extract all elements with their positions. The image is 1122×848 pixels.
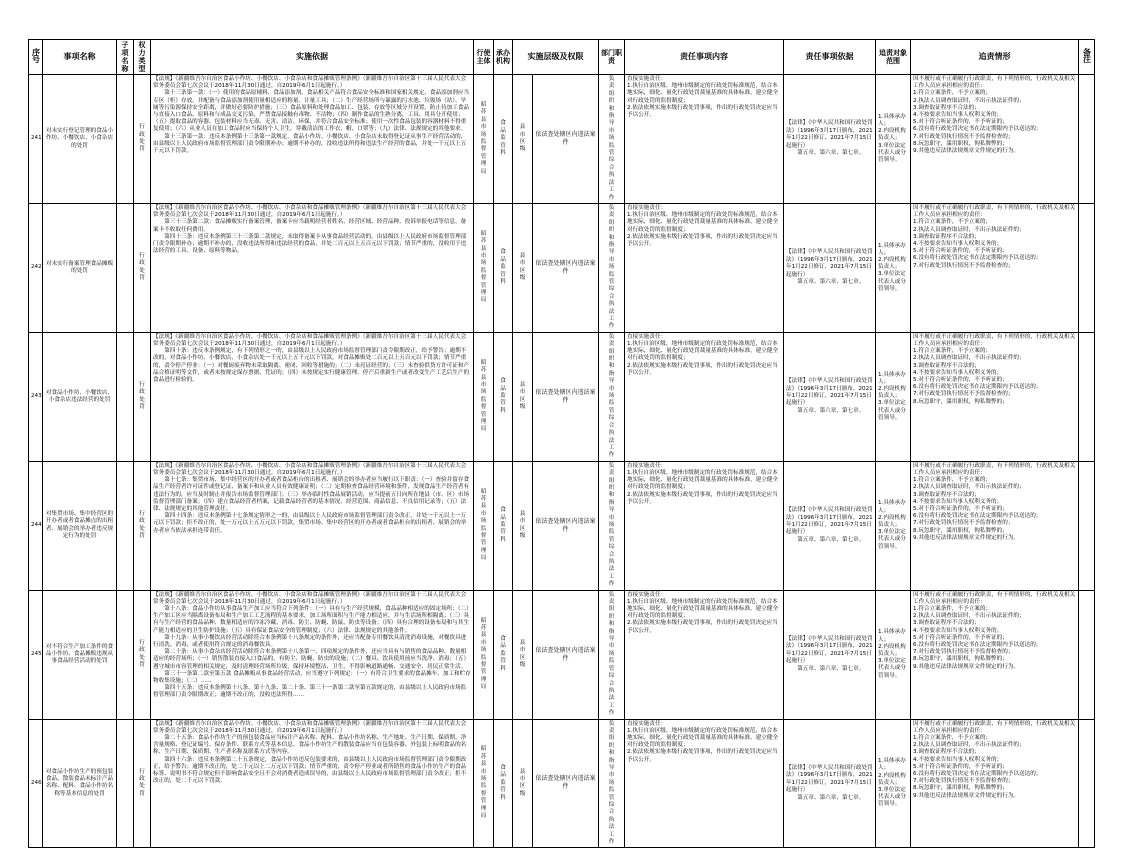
cell-type: 行政处罚 (134, 75, 151, 204)
table-row (29, 590, 1095, 719)
cell-basis: 【法规】《新疆维吾尔自治区食品小作坊、小餐饮店、小食杂店和食品摊贩管理条例》（新疆维吾尔自治区第十三届人民代表大会常务委员会第七次会议于2018年11月30日通过，自2019年6月1日起施行。） 第十八条：食品小作坊从事食品生产加工应当符合下列条件：（一）具有与生产经营规模、食品品种相适应的固定场所；（二）生产加工区应当隔离设备布局和生产加工工艺流程的基本要求，加工场所面积与生产能力相适应，并与生活场所相隔离；（三）具有与生产经营的食品品种、数量相适应的冷冻冷藏、消毒、防尘、防蝇、防鼠、防虫等设备；（四）具有合理的设备布局和与其生产能力相适应的卫生防护设施；（五）具有保证食品安全的管理制度；（六）法律、法规规定的其他条件。 第十九条：从事小餐饮店经营活动除符合本条例第十八条规定的条件外，还应当配备专用餐饮具清洗消毒设施，对餐饮具进行清洗、消毒，或者使用符合规定的消毒餐饮具。 第二十条：从事小食杂店经营活动除符合本条例第十八条第一、四项规定的条件外，还应当具有与销售的食品品种、数量相适应的经营场所；（一）销售散装直接入口食品的，有防尘、防蝇、防虫的设施；（二）餐具、饮具使用前应当洗净、消毒；（五）遵守城市市容管理的相关规定，及时清理经营场所垃圾，保持环境整洁、卫生，不得影响道路通畅、交通安全、居民正常生活。 第三十一条第二款至第五款 食品摊贩从事食品经营活动，应当遵守下列规定：（一）有符合卫生要求的食品摊车、加工和贮存物收集设施；（二）…… 第四十五条：违反本条例第十八条、第十九条、第二十条、第三十一条第二款至第五款规定的，由县级以上人民政府市场监督管理部门责令限期改正；逾期不改正的，没收违法所得…… (151, 590, 474, 719)
cell-org: 食品监管科 (494, 461, 513, 590)
cell-item-name: 对集贸市场、集中经营区的开办者或者食品摊点的出租者、展销会的举办者违反规定行为的处罚 (43, 461, 117, 590)
cell-dept: 负责组织和指导市场监管综合执法工作 (599, 203, 625, 332)
cell-dept: 负责组织和指导市场监管综合执法工作 (599, 75, 625, 204)
header-level: 实施层级及权限 (513, 40, 599, 75)
cell-duty-basis: 【法律】《中华人民共和国行政处罚法》（1996年3月17日颁布，2021年1月22日修订，2021年7月15日起施行） 第五章、第六章、第七章。 (784, 461, 876, 590)
cell-scope: 1.具体承办人； 2.内设机构负责人； 3.单位法定代表人或分管领导。 (876, 590, 911, 719)
cell-dept: 负责组织和指导市场监管综合执法工作 (599, 332, 625, 461)
cell-level-authority: 依法查处辖区内违法案件 (533, 75, 599, 204)
header-type: 权力类型 (134, 40, 151, 75)
cell-scope: 1.具体承办人； 2.内设机构负责人； 3.单位法定代表人或分管领导。 (876, 75, 911, 204)
cell-subject: 昭苏县市场监督管理局 (474, 332, 494, 461)
cell-basis: 【法规】《新疆维吾尔自治区食品小作坊、小餐饮店、小食杂店和食品摊贩管理条例》（新疆维吾尔自治区第十三届人民代表大会常务委员会第七次会议于2018年11月30日通过，自2019年6月1日起施行。） 第十三条第一款：（一）使用的食品原辅料、食品添加剂、食品相关产品符合食品安全标准和国家相关规定，食品添加剂应当专区（柜）存放，并配备与食品添加剂使用量相适应的称量、计量工具；（二）生产经营场所与暴露的污水池、垃圾场（站）、旱厕等污染源保持安全距离，并做好必要防护措施；（三）食品原料和处理食品加工、包装、存放等区域分开设置，防止待加工食品与直接入口食品、原料和与成品交叉污染，严禁食品接触有毒物、不洁物；（四）制作食品的生熟分离，工具、用具分开使用；（五）提取食品的容器、包装材料应当无毒、无害、清洁、环保，并符合食品安全标准；使用一次性食品包装的容器材料不得重复使用；（六）从业人员在加工食品时应当保持个人卫生，穿戴清洁的工作衣、帽、口罩等；（九）法律、法规规定的其他要求。 第十三条第一款：违反本条例第十三条第一款规定，食品小作坊、小餐饮店、小食杂店未取得登记证从事生产经营活动的，由县级以上人民政府市场监督管理部门责令限期补办；逾期不补办的，没收违法所得和违法生产经营的食品，并处一千元以上五千元以下罚款。 (151, 75, 474, 204)
cell-duty-basis: 【法律】《中华人民共和国行政处罚法》（1996年3月17日颁布，2021年1月22日修订，2021年7月15日起施行） 第五章、第六章、第七章。 (784, 332, 876, 461)
cell-duty-basis: 【法律】《中华人民共和国行政处罚法》（1996年3月17日颁布，2021年1月22日修订，2021年7月15日起施行） 第五章、第六章、第七章。 (784, 203, 876, 332)
cell-content: 直接实施责任： 1.执行自治区级、地州市级制定的行政处罚标准规范，结合本地实际，细化、量化行政处罚裁量基准的具体标准，建立健全对行政处罚的监督制度； 2.依法依规实施本级行政处罚事项，作出的行政处罚决定应当予以公开。 (625, 203, 784, 332)
power-list-table (28, 39, 1095, 848)
table-row (29, 203, 1095, 332)
table-row (29, 332, 1095, 461)
cell-situation: 因不履行或不正确履行行政职责，有下列情形的，行政机关及相关工作人员应承担相应的责任： 1.符合立案条件，不予立案的； 2.执法人员调查取证时，不出示执法证件的； 3.调查取证程序不合法的； 4.不按要求告知当事人权利义务的； 5.对于符合听证条件的，不予听证的； 6.没有将行政处罚决定书在法定期限内予以送达的； 7.对行政处罚执行情况不予监督检查的； 8.玩忽职守，滥用职权，徇私舞弊的； 9.其他违反法律法规规章文件规定的行为。 (911, 590, 1079, 719)
cell-remark (1079, 461, 1095, 590)
cell-basis: 【法规】《新疆维吾尔自治区食品小作坊、小餐饮店、小食杂店和食品摊贩管理条例》（新疆维吾尔自治区第十三届人民代表大会常务委员会第七次会议于2018年11月30日通过，自2019年6月1日起施行。） 第四十条：违反本条例规定，有下列情形之一的，由县级以上人民政府市场监督管理部门责令限期改正，给予警告；逾期不改的，对食品小作坊、小餐饮店、小食杂店处一千元以上五千元以下罚款，对食品摊贩处二百元以上五百元以下罚款；情节严重的，责令停产停业：（一）对餐厨废弃物未采取隔离、密闭、回收等措施的；（二）未亮证经营的；（三）未查验供货方许可证和产品合格证明等文件，或者未按规定保存票据、凭证的；（四）未按规定实行健康管理、停产后重新生产或者改变生产工艺后生产的食品进行检验的。 (151, 332, 474, 461)
cell-dept: 负责组织和指导市场监管综合执法工作 (599, 719, 625, 848)
cell-scope: 1.具体承办人； 2.内设机构负责人； 3.单位法定代表人或分管领导。 (876, 332, 911, 461)
cell-sub (117, 719, 134, 848)
cell-type: 行政处罚 (134, 719, 151, 848)
table-row (29, 719, 1095, 848)
header-content: 责任事项内容 (625, 40, 784, 75)
cell-subject: 昭苏县市场监督管理局 (474, 590, 494, 719)
cell-item-name: 对未实行登记管理的食品小作坊、小餐饮店、小食杂店的处罚 (43, 75, 117, 204)
cell-scope: 1.具体承办人； 2.内设机构负责人； 3.单位法定代表人或分管领导。 (876, 719, 911, 848)
cell-level-authority: 依法查处辖区内违法案件 (533, 590, 599, 719)
header-remark: 备注 (1079, 40, 1095, 75)
cell-item-name: 对食品小作坊生产的预包装食品、散装食品未标注产品名称、配料、食品小作坊名称等基本信息的处罚 (43, 719, 117, 848)
cell-dept: 负责组织和指导市场监管综合执法工作 (599, 590, 625, 719)
cell-type: 行政处罚 (134, 203, 151, 332)
cell-duty-basis: 【法律】《中华人民共和国行政处罚法》（1996年3月17日颁布，2021年1月22日修订，2021年7月15日起施行） 第五章、第六章、第七章。 (784, 75, 876, 204)
cell-org: 食品监管科 (494, 75, 513, 204)
table-row (29, 75, 1095, 204)
cell-dept: 负责组织和指导市场监管综合执法工作 (599, 461, 625, 590)
cell-item-name: 对食品小作坊、小餐饮店、小食杂店违法经营的处罚 (43, 332, 117, 461)
header-seq: 序号 (29, 40, 43, 75)
header-duty-basis: 责任事项依据 (784, 40, 876, 75)
cell-seq: 242 (29, 203, 43, 332)
cell-content: 直接实施责任： 1.执行自治区级、地州市级制定的行政处罚标准规范，结合本地实际，细化、量化行政处罚裁量基准的具体标准，建立健全对行政处罚的监督制度； 2.依法依规实施本级行政处罚事项，作出的行政处罚决定应当予以公开。 (625, 332, 784, 461)
cell-seq: 243 (29, 332, 43, 461)
cell-situation: 因不履行或不正确履行行政职责，有下列情形的，行政机关及相关工作人员应承担相应的责任： 1.符合立案条件，不予立案的； 2.执法人员调查取证时，不出示执法证件的； 3.调查取证程序不合法的； 4.不按要求告知当事人权利义务的； 5.对于符合听证条件的，不予听证的； 6.没有将行政处罚决定书在法定期限内予以送达的； 7.对行政处罚执行情况不予监督检查的； 8.玩忽职守，滥用职权，徇私舞弊的； 9.其他违反法律法规规章文件规定的行为。 (911, 461, 1079, 590)
header-basis: 实施依据 (151, 40, 474, 75)
header-situation: 追责情形 (911, 40, 1079, 75)
cell-remark (1079, 332, 1095, 461)
header-name: 事项名称 (43, 40, 117, 75)
cell-sub (117, 203, 134, 332)
cell-situation: 因不履行或不正确履行行政职责，有下列情形的，行政机关及相关工作人员应承担相应的责任： 1.符合立案条件，不予立案的； 2.执法人员调查取证时，不出示执法证件的； 3.调查取证程序不合法的； 4.不按要求告知当事人权利义务的； 5.对于符合听证条件的，不予听证的； 6.没有将行政处罚决定书在法定期限内予以送达的； 7.对行政处罚执行情况不予监督检查的； 8.玩忽职守，滥用职权，徇私舞弊的； (911, 332, 1079, 461)
cell-subject: 昭苏县市场监督管理局 (474, 75, 494, 204)
cell-sub (117, 590, 134, 719)
cell-basis: 【法规】《新疆维吾尔自治区食品小作坊、小餐饮店、小食杂店和食品摊贩管理条例》（新疆维吾尔自治区第十三届人民代表大会常务委员会第七次会议于2018年11月30日通过，自2019年6月1日起施行。） 第三十三条第二款：食品摊贩实行备案管理，备案卡应当载明经营者姓名、经营区域、经营品种、投诉举报电话等信息。备案卡不收取任何费用。 第四十三条：违反本条例第三十三条第二款规定，未取得备案卡从事食品经营活动的，由县级以上人民政府市场监督管理部门责令限期补办；逾期不补办的，没收违法所得和违法经营的食品，并处二百元以上五百元以下罚款；情节严重的，没收用于违法经营的工具、设备、原料等物品。 (151, 203, 474, 332)
cell-level-authority: 依法查处辖区内违法案件 (533, 719, 599, 848)
cell-remark (1079, 719, 1095, 848)
cell-type: 行政处罚 (134, 332, 151, 461)
cell-sub (117, 461, 134, 590)
cell-subject: 昭苏县市场监督管理局 (474, 203, 494, 332)
cell-level-tier: 县市区级 (513, 203, 533, 332)
header-subject: 行使主体 (474, 40, 494, 75)
cell-seq: 246 (29, 719, 43, 848)
cell-item-name: 对未实行备案管理食品摊贩的处罚 (43, 203, 117, 332)
cell-sub (117, 332, 134, 461)
cell-remark (1079, 590, 1095, 719)
cell-seq: 241 (29, 75, 43, 204)
cell-level-authority: 依法查处辖区内违法案件 (533, 332, 599, 461)
cell-org: 食品监管科 (494, 203, 513, 332)
cell-org: 食品监管科 (494, 332, 513, 461)
cell-situation: 因不履行或不正确履行行政职责，有下列情形的，行政机关及相关工作人员应承担相应的责任： 1.符合立案条件，不予立案的； 2.执法人员调查取证时，不出示执法证件的； 3.调查取证程序不合法的； 4.不按要求告知当事人权利义务的； 5.对于符合听证条件的，不予听证的； 6.没有将行政处罚决定书在法定期限内予以送达的； 7.对行政处罚执行情况不予监督检查的； 8.玩忽职守，滥用职权，徇私舞弊的； 9.其他违反法律法规规章文件规定的行为。 (911, 75, 1079, 204)
cell-subject: 昭苏县市场监督管理局 (474, 461, 494, 590)
cell-level-tier: 县市区级 (513, 75, 533, 204)
cell-remark (1079, 75, 1095, 204)
cell-level-tier: 县市区级 (513, 590, 533, 719)
cell-duty-basis: 【法律】《中华人民共和国行政处罚法》（1996年3月17日颁布，2021年1月22日修订，2021年7月15日起施行） 第五章、第六章、第七章。 (784, 719, 876, 848)
cell-duty-basis: 【法律】《中华人民共和国行政处罚法》（1996年3月17日颁布，2021年1月22日修订，2021年7月15日起施行） 第五章、第六章、第七章。 (784, 590, 876, 719)
header-row (29, 40, 1095, 75)
cell-level-authority: 依法查处辖区内违法案件 (533, 203, 599, 332)
header-sub: 子项名称 (117, 40, 134, 75)
cell-level-tier: 县市区级 (513, 461, 533, 590)
cell-content: 直接实施责任： 1.执行自治区级、地州市级制定的行政处罚标准规范，结合本地实际，细化、量化行政处罚裁量基准的具体标准，建立健全对行政处罚的监督制度； 2.依法依规实施本级行政处罚事项，作出的行政处罚决定应当予以公开。 (625, 461, 784, 590)
cell-seq: 245 (29, 590, 43, 719)
cell-subject: 昭苏县市场监督管理局 (474, 719, 494, 848)
cell-level-tier: 县市区级 (513, 719, 533, 848)
cell-level-authority: 依法查处辖区内违法案件 (533, 461, 599, 590)
cell-situation: 因不履行或不正确履行行政职责，有下列情形的，行政机关及相关工作人员应承担相应的责任： 1.符合立案条件，不予立案的； 2.执法人员调查取证时，不出示执法证件的； 3.调查取证程序不合法的； 4.不按要求告知当事人权利义务的； 5.对于符合听证条件的，不予听证的； 6.没有将行政处罚决定书在法定期限内予以送达的； 7.对行政处罚执行情况不予监督检查的； 8.玩忽职守，滥用职权，徇私舞弊的； 9.其他违反法律法规规章文件规定的行为。 (911, 719, 1079, 848)
cell-org: 食品监管科 (494, 719, 513, 848)
table-row (29, 461, 1095, 590)
cell-basis: 【法规】《新疆维吾尔自治区食品小作坊、小餐饮店、小食杂店和食品摊贩管理条例》（新疆维吾尔自治区第十三届人民代表大会常务委员会第七次会议于2018年11月30日通过，自2019年6月1日起施行。） 第二十五条：食品小作坊生产的预包装食品应当标注产品名称、配料、食品小作坊名称、生产地址、生产日期、保质期、净含量规格、登记证编号、保存条件、联系方式等基本信息。食品小作坊生产的散装食品应当在包装容器、外包装上标明食品的名称、生产日期、保质期、生产者名称及联系方式等内容。 第四十六条：违反本条例第二十五条规定，食品小作坊违反包装要求的，由县级以上人民政府市场监督管理部门责令限期改正，给予警告；逾期不改正的，处二千元以上二万元以下罚款；情节严重的，责令停产停业或者所销售的食品小作坊生产的食品标签、说明书不符合规定但不影响食品安全且不会对消费者造成误导的，由县级以上人民政府市场监督管理部门责令改正；拒不改正的，处二千元以下罚款。 (151, 719, 474, 848)
cell-scope: 1.具体承办人； 2.内设机构负责人； 3.单位法定代表人或分管领导。 (876, 203, 911, 332)
cell-scope: 1.具体承办人； 2.内设机构负责人； 3.单位法定代表人或分管领导。 (876, 461, 911, 590)
header-org: 承办机构 (494, 40, 513, 75)
cell-type: 行政处罚 (134, 461, 151, 590)
cell-level-tier: 县市区级 (513, 332, 533, 461)
cell-sub (117, 75, 134, 204)
cell-seq: 244 (29, 461, 43, 590)
cell-org: 食品监管科 (494, 590, 513, 719)
cell-content: 直接实施责任： 1.执行自治区级、地州市级制定的行政处罚标准规范，结合本地实际，细化、量化行政处罚裁量基准的具体标准，建立健全对行政处罚的监督制度； 2.依法依规实施本级行政处罚事项，作出的行政处罚决定应当予以公开。 (625, 719, 784, 848)
cell-type: 行政处罚 (134, 590, 151, 719)
cell-basis: 【法规】《新疆维吾尔自治区食品小作坊、小餐饮店、小食杂店和食品摊贩管理条例》（新疆维吾尔自治区第十三届人民代表大会常务委员会第七次会议于2018年11月30日通过，自2019年6月1日起施行。） 第十七条：集贸市场、集中经营区的开办者或者食品柜台的出租者、展销会的举办者应当履行以下职责：（一）查验并留存食品生产经营者许可证件或登记证、备案卡和从业人员有效健康证明；（二）定期检查食品经营环境和条件，发现食品生产经营者有违法行为的，应当及时制止并报告市场监督管理部门；（三）举办临时性食品展销活动，应当提前五日向所在地县（市、区）市场监督管理部门备案；（四）建立食品经营者档案，记载食品经营者的基本情况、经营范围、商品信息、不良信用记录等；（五）法律、法规规定的其他管理责任。 第四十四条：违反本条例第十七条规定情形之一的，由县级以上人民政府市场监督管理部门责令改正，并处一千元以上一万元以下罚款；拒不改正的，处一万元以上五万元以下罚款，集贸市场、集中经营区的开办者或者食品柜台的出租者、展销会的举办者应当依法承担连带责任。 (151, 461, 474, 590)
cell-content: 直接实施责任： 1.执行自治区级、地州市级制定的行政处罚标准规范，结合本地实际，细化、量化行政处罚裁量基准的具体标准，建立健全对行政处罚的监督制度； 2.依法依规实施本级行政处罚事项，作出的行政处罚决定应当予以公开。 (625, 75, 784, 204)
header-scope: 追责对象范围 (876, 40, 911, 75)
cell-remark (1079, 203, 1095, 332)
cell-content: 直接实施责任： 1.执行自治区级、地州市级制定的行政处罚标准规范，结合本地实际，细化、量化行政处罚裁量基准的具体标准，建立健全对行政处罚的监督制度； 2.依法依规实施本级行政处罚事项，作出的行政处罚决定应当予以公开。 (625, 590, 784, 719)
cell-item-name: 对不符合生产加工条件的食品小作坊、食品摊贩违规从事食品经营活动的处罚 (43, 590, 117, 719)
cell-situation: 因不履行或不正确履行行政职责，有下列情形的，行政机关及相关工作人员应承担相应的责任： 1.符合立案条件，不予立案的； 2.执法人员调查取证时，不出示执法证件的； 3.调查取证程序不合法的； 4.不按要求告知当事人权利义务的； 5.对于符合听证条件的，不予听证的； 6.没有将行政处罚决定书在法定期限内予以送达的； 7.对行政处罚执行情况不予监督检查的； (911, 203, 1079, 332)
header-dept: 部门职责 (599, 40, 625, 75)
